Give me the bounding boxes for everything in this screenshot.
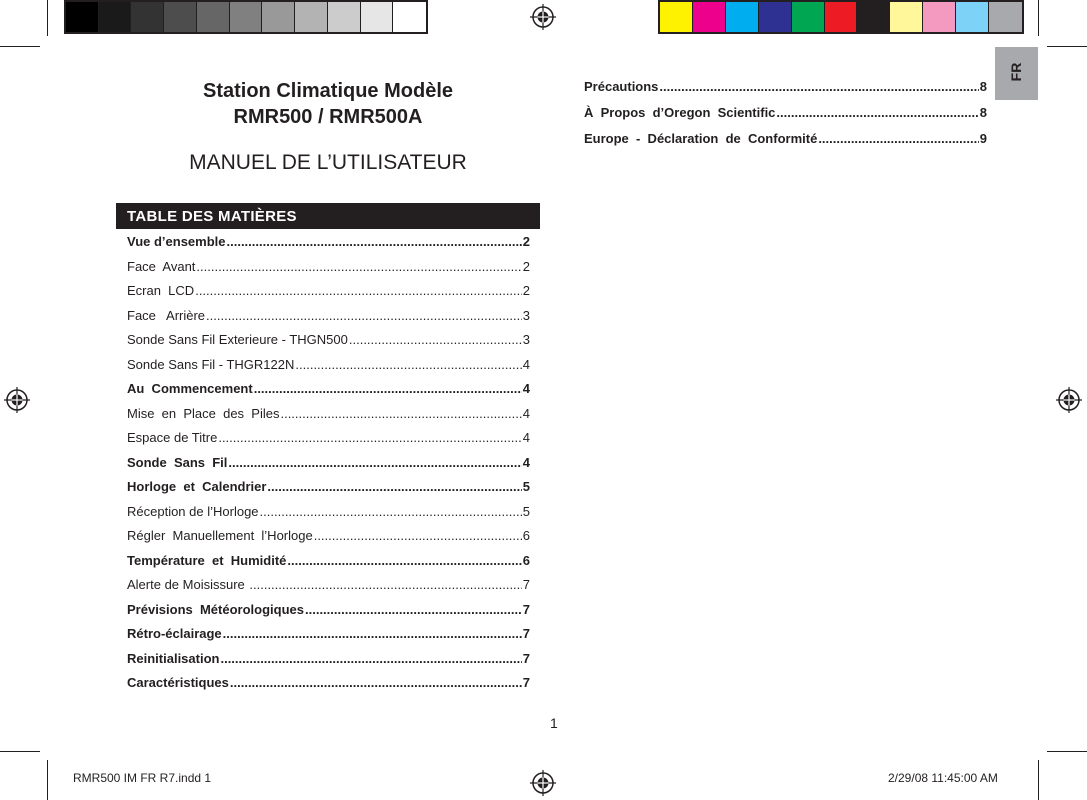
toc-leader-dots	[776, 105, 978, 120]
toc-entry-page: 2	[522, 258, 530, 274]
language-tab	[995, 47, 1038, 100]
toc-leader-dots	[220, 651, 521, 666]
color-swatch	[956, 2, 989, 32]
toc-entry-page: 7	[522, 650, 530, 666]
toc-leader-dots	[249, 577, 521, 592]
toc-entry	[127, 381, 530, 406]
toc-entry-page: 4	[522, 356, 530, 372]
toc-left-column	[127, 234, 530, 700]
document-subtitle: MANUEL DE L’UTILISATEUR	[189, 151, 467, 174]
toc-right-column	[584, 79, 987, 157]
toc-leader-dots	[314, 528, 522, 543]
crop-mark	[1038, 760, 1039, 800]
toc-entry-page: 7	[522, 626, 530, 641]
toc-entry-title: Précautions	[584, 79, 659, 94]
toc-entry-title: Sonde Sans Fil	[127, 454, 228, 470]
toc-entry-title: Alerte de Moisissure	[127, 577, 249, 592]
toc-entry-page: 3	[522, 332, 530, 347]
registration-mark-icon	[4, 387, 30, 413]
document-model: RMR500 / RMR500A	[233, 106, 423, 128]
toc-entry-page: 3	[522, 307, 530, 323]
toc-entry-page: 2	[522, 283, 530, 298]
toc-entry	[127, 602, 530, 627]
toc-leader-dots	[195, 283, 522, 298]
gray-swatch	[393, 2, 426, 32]
gray-swatch	[295, 2, 328, 32]
toc-entry	[127, 553, 530, 578]
toc-leader-dots	[196, 259, 521, 274]
toc-entry-page: 5	[522, 503, 530, 519]
toc-leader-dots	[280, 406, 521, 421]
toc-leader-dots	[218, 430, 521, 445]
toc-entry-title: Horloge et Calendrier	[127, 479, 267, 494]
toc-entry-page: 8	[979, 105, 987, 120]
toc-entry-title: À Propos d’Oregon Scientific	[584, 105, 776, 120]
registration-mark-icon	[530, 770, 556, 796]
toc-entry-page: 4	[522, 430, 530, 445]
gray-swatch	[164, 2, 197, 32]
toc-entry	[127, 259, 530, 284]
color-calibration-strip	[658, 0, 1024, 34]
toc-entry	[127, 479, 530, 504]
toc-entry-page: 4	[522, 405, 530, 421]
toc-entry-page: 7	[522, 675, 530, 690]
toc-leader-dots	[295, 357, 521, 372]
toc-entry	[127, 626, 530, 651]
toc-entry	[584, 79, 987, 105]
toc-entry-title: Ecran LCD	[127, 283, 195, 298]
toc-entry-title: Sonde Sans Fil Exterieure - THGN500	[127, 332, 348, 347]
toc-entry	[584, 105, 987, 131]
toc-entry-page: 2	[522, 234, 530, 249]
toc-entry-page: 8	[979, 79, 987, 94]
toc-entry-title: Prévisions Météorologiques	[127, 601, 304, 617]
toc-entry-title: Réception de l’Horloge	[127, 503, 259, 519]
color-swatch	[792, 2, 825, 32]
color-swatch	[923, 2, 956, 32]
toc-entry-title: Europe - Déclaration de Conformité	[584, 131, 818, 146]
gray-swatch	[262, 2, 295, 32]
color-swatch	[660, 2, 693, 32]
crop-mark	[47, 0, 48, 36]
toc-leader-dots	[287, 553, 521, 568]
toc-entry	[127, 308, 530, 333]
gray-swatch	[66, 2, 99, 32]
color-swatch	[693, 2, 726, 32]
toc-leader-dots	[206, 308, 522, 323]
color-swatch	[989, 2, 1022, 32]
gray-swatch	[131, 2, 164, 32]
document-title: Station Climatique Modèle	[202, 80, 454, 102]
crop-mark	[47, 760, 48, 800]
footer-timestamp: 2/29/08 11:45:00 AM	[888, 771, 998, 785]
crop-mark	[1047, 46, 1087, 47]
toc-entry-title: Vue d’ensemble	[127, 234, 226, 249]
color-swatch	[759, 2, 792, 32]
toc-leader-dots	[260, 504, 522, 519]
toc-entry-page: 9	[979, 131, 987, 146]
toc-entry-title: Au Commencement	[127, 381, 253, 396]
toc-entry-title: Caractéristiques	[127, 675, 229, 690]
gray-swatch	[99, 2, 132, 32]
toc-heading: TABLE DES MATIÈRES	[116, 203, 540, 229]
toc-entry-page: 7	[522, 577, 530, 592]
toc-leader-dots	[659, 79, 978, 94]
toc-entry-title: Température et Humidité	[127, 552, 287, 568]
toc-entry-title: Face Arrière	[127, 307, 206, 323]
grayscale-calibration-strip	[64, 0, 428, 34]
toc-entry-page: 4	[522, 454, 530, 470]
color-swatch	[825, 2, 858, 32]
toc-entry-page: 7	[522, 601, 530, 617]
color-swatch	[726, 2, 759, 32]
toc-leader-dots	[305, 602, 522, 617]
toc-entry-page: 6	[522, 552, 530, 568]
registration-mark-icon	[530, 4, 556, 30]
toc-entry	[127, 406, 530, 431]
gray-swatch	[328, 2, 361, 32]
toc-leader-dots	[227, 234, 522, 249]
crop-mark	[0, 46, 40, 47]
toc-entry-page: 6	[522, 528, 530, 543]
crop-mark	[1038, 0, 1039, 36]
toc-entry-page: 5	[522, 479, 530, 494]
toc-entry	[127, 577, 530, 602]
toc-entry	[127, 455, 530, 480]
registration-mark-icon	[1056, 387, 1082, 413]
toc-entry	[584, 131, 987, 157]
toc-entry-title: Espace de Titre	[127, 430, 218, 445]
toc-entry-title: Reinitialisation	[127, 650, 220, 666]
toc-leader-dots	[818, 131, 978, 146]
toc-leader-dots	[349, 332, 522, 347]
toc-entry	[127, 357, 530, 382]
toc-entry	[127, 283, 530, 308]
crop-mark	[1047, 751, 1087, 752]
toc-leader-dots	[267, 479, 521, 494]
toc-leader-dots	[230, 675, 522, 690]
toc-leader-dots	[223, 626, 522, 641]
color-swatch	[890, 2, 923, 32]
gray-swatch	[197, 2, 230, 32]
toc-entry-page: 4	[522, 381, 530, 396]
toc-leader-dots	[254, 381, 522, 396]
footer-file-name: RMR500 IM FR R7.indd 1	[73, 771, 212, 785]
gray-swatch	[361, 2, 394, 32]
toc-entry	[127, 430, 530, 455]
toc-entry-title: Mise en Place des Piles	[127, 405, 280, 421]
toc-leader-dots	[228, 455, 521, 470]
toc-entry-title: Rétro-éclairage	[127, 626, 222, 641]
toc-entry-title: Face Avant	[127, 258, 196, 274]
toc-entry	[127, 528, 530, 553]
toc-entry-title: Sonde Sans Fil - THGR122N	[127, 356, 295, 372]
page-number: 1	[550, 715, 558, 731]
language-tab-label: FR	[1008, 62, 1024, 82]
toc-entry	[127, 651, 530, 676]
toc-entry	[127, 332, 530, 357]
toc-entry	[127, 504, 530, 529]
color-swatch	[857, 2, 890, 32]
crop-mark	[0, 751, 40, 752]
toc-entry-title: Régler Manuellement l’Horloge	[127, 528, 313, 543]
toc-entry	[127, 675, 530, 700]
toc-entry	[127, 234, 530, 259]
gray-swatch	[230, 2, 263, 32]
